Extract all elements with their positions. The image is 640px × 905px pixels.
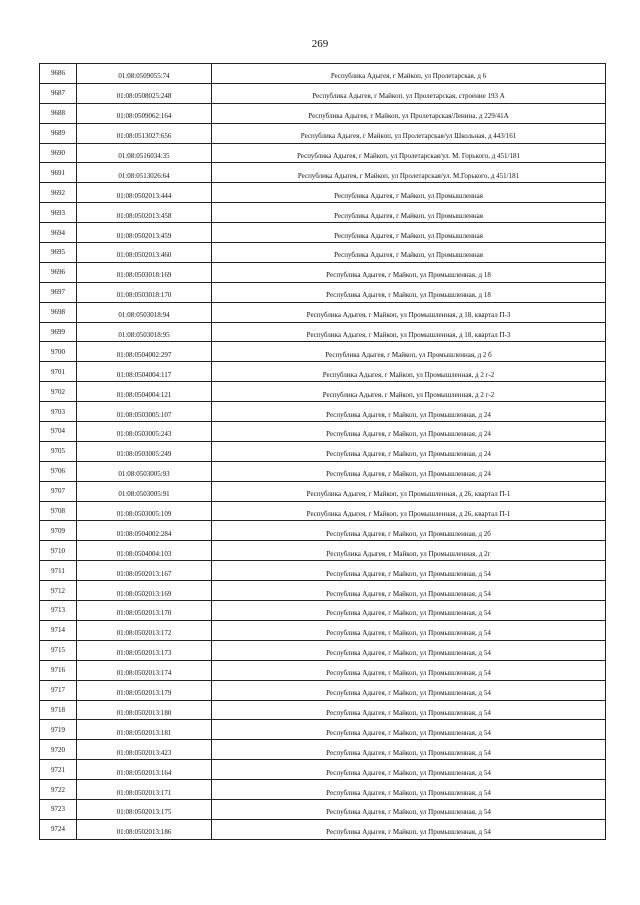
address-cell bbox=[212, 481, 606, 501]
address-text: Республика Адыгея, г Майкоп, ул Промышленная, д 2г bbox=[326, 549, 491, 558]
cadastral-number-text: 01:08:0502013:174 bbox=[116, 669, 172, 678]
cadastral-number-cell bbox=[77, 441, 212, 461]
address-text: Республика Адыгея, г Майкоп, ул Промышленная bbox=[334, 231, 483, 240]
row-number-cell bbox=[40, 282, 77, 302]
address-text: Республика Адыгея, г Майкоп, ул Промышленная, д 26, квартал П-1 bbox=[306, 490, 511, 499]
row-number-cell bbox=[40, 402, 77, 422]
row-number-text: 9714 bbox=[51, 626, 65, 635]
address-text: Республика Адыгея, г Майкоп, ул Промышленная, д 24 bbox=[326, 430, 491, 439]
table-row bbox=[40, 342, 606, 362]
row-number-text: 9689 bbox=[51, 129, 65, 138]
cadastral-number-cell bbox=[77, 581, 212, 601]
address-text: Республика Адыгея, г Майкоп, ул Промышленная, д 24 bbox=[326, 410, 491, 419]
row-number-text: 9690 bbox=[51, 149, 65, 157]
cadastral-number-cell bbox=[77, 163, 212, 183]
address-cell bbox=[212, 819, 606, 839]
table-row bbox=[40, 581, 606, 601]
address-text: Республика Адыгея, г Майкоп, ул Промышленная, д 24 bbox=[326, 470, 491, 479]
row-number-cell bbox=[40, 342, 77, 362]
row-number-text: 9717 bbox=[51, 686, 65, 695]
row-number-cell bbox=[40, 422, 77, 442]
cadastral-number-text: 01:08:0504004:121 bbox=[116, 390, 172, 399]
table-row bbox=[40, 700, 606, 720]
row-number-cell bbox=[40, 103, 77, 123]
row-number-text: 9697 bbox=[51, 288, 65, 297]
row-number-text: 9696 bbox=[51, 268, 65, 277]
row-number-cell bbox=[40, 203, 77, 223]
address-cell bbox=[212, 183, 606, 203]
table-row bbox=[40, 203, 606, 223]
cadastral-number-cell bbox=[77, 243, 212, 263]
cadastral-number-cell bbox=[77, 601, 212, 621]
address-cell bbox=[212, 262, 606, 282]
row-number-text: 9719 bbox=[51, 725, 65, 734]
address-cell bbox=[212, 640, 606, 660]
address-cell bbox=[212, 441, 606, 461]
address-text: Республика Адыгея, г Майкоп, ул Промышленная, д 54 bbox=[326, 708, 491, 717]
table-row bbox=[40, 243, 606, 263]
address-text: Республика Адыгея, г Майкоп, ул Пролетарская/ул. М.Горького, д 451/181 bbox=[297, 171, 520, 180]
row-number-cell bbox=[40, 322, 77, 342]
address-text: Республика Адыгея, г Майкоп, ул Промышленная, д 54 bbox=[326, 589, 491, 598]
cadastral-number-text: 01:08:0503005:93 bbox=[118, 470, 170, 479]
row-number-text: 9701 bbox=[51, 367, 65, 376]
table-row bbox=[40, 760, 606, 780]
cadastral-number-cell bbox=[77, 521, 212, 541]
row-number-text: 9716 bbox=[51, 666, 65, 675]
cadastral-number-text: 01:08:0502013:186 bbox=[116, 828, 172, 837]
row-number-text: 9695 bbox=[51, 248, 65, 257]
table-row bbox=[40, 819, 606, 839]
row-number-text: 9694 bbox=[51, 228, 65, 237]
address-text: Республика Адыгея, г Майкоп, ул Промышленная bbox=[334, 211, 483, 220]
cadastral-number-text: 01:08:0502013:444 bbox=[116, 191, 172, 200]
cadastral-number-cell bbox=[77, 382, 212, 402]
address-cell bbox=[212, 342, 606, 362]
table-row bbox=[40, 481, 606, 501]
address-text: Республика Адыгея, г Майкоп, ул Промышленная, д 2 г-2 bbox=[322, 370, 495, 379]
address-text: Республика Адыгея, г Майкоп, ул Пролетарская/ул. М. Горького, д 451/181 bbox=[297, 152, 520, 160]
cadastral-number-cell bbox=[77, 541, 212, 561]
row-number-text: 9724 bbox=[51, 825, 65, 834]
row-number-text: 9706 bbox=[51, 467, 65, 476]
cadastral-number-text: 01:08:0502013:170 bbox=[116, 609, 172, 618]
address-text: Республика Адыгея, г Майкоп, ул Пролетарская, д 6 bbox=[330, 72, 487, 81]
address-cell bbox=[212, 461, 606, 481]
table-row bbox=[40, 799, 606, 819]
row-number-cell bbox=[40, 183, 77, 203]
row-number-text: 9723 bbox=[51, 805, 65, 814]
row-number-cell bbox=[40, 123, 77, 143]
cadastral-number-cell bbox=[77, 720, 212, 740]
row-number-text: 9713 bbox=[51, 606, 65, 615]
table-row bbox=[40, 501, 606, 521]
address-text: Республика Адыгея, г Майкоп, ул Промышленная, д 24 bbox=[326, 450, 491, 459]
cadastral-number-cell bbox=[77, 422, 212, 442]
cadastral-number-text: 01:08:0509062:164 bbox=[116, 112, 172, 121]
address-text: Республика Адыгея, г Майкоп, ул Промышленная, д 2б bbox=[326, 529, 491, 538]
address-text: Республика Адыгея, г Майкоп, ул Промышленная bbox=[334, 251, 483, 260]
table-row bbox=[40, 143, 606, 163]
table-row bbox=[40, 402, 606, 422]
address-text: Республика Адыгея, г Майкоп, ул Промышленная, д 54 bbox=[326, 689, 491, 698]
cadastral-number-cell bbox=[77, 481, 212, 501]
address-cell bbox=[212, 501, 606, 521]
cadastral-number-text: 01:08:0509055:74 bbox=[118, 72, 170, 81]
table-row bbox=[40, 640, 606, 660]
cadastral-number-cell bbox=[77, 640, 212, 660]
address-cell bbox=[212, 581, 606, 601]
cadastral-number-text: 01:08:0502013:458 bbox=[116, 211, 172, 220]
address-text: Республика Адыгея, г Майкоп, ул Промышленная, д 18 bbox=[326, 271, 491, 280]
row-number-cell bbox=[40, 601, 77, 621]
table-row bbox=[40, 740, 606, 760]
row-number-cell bbox=[40, 441, 77, 461]
address-cell bbox=[212, 660, 606, 680]
table-row bbox=[40, 103, 606, 123]
page-number: 269 bbox=[311, 38, 329, 50]
table-row bbox=[40, 422, 606, 442]
row-number-cell bbox=[40, 819, 77, 839]
cadastral-number-cell bbox=[77, 780, 212, 800]
cadastral-number-text: 01:08:0504004:103 bbox=[116, 549, 172, 558]
address-cell bbox=[212, 680, 606, 700]
registry-table-body bbox=[40, 64, 606, 840]
row-number-text: 9709 bbox=[51, 526, 65, 535]
address-text: Республика Адыгея, г Майкоп, ул Промышленная, д 54 bbox=[326, 569, 491, 578]
cadastral-number-text: 01:08:0502013:181 bbox=[116, 728, 172, 737]
cadastral-number-text: 01:08:0504002:297 bbox=[116, 350, 172, 359]
row-number-text: 9703 bbox=[51, 407, 65, 416]
table-row bbox=[40, 382, 606, 402]
address-text: Республика Адыгея, г Майкоп, ул Промышленная, д 54 bbox=[326, 629, 491, 638]
cadastral-number-text: 01:08:0503005:107 bbox=[116, 410, 172, 419]
row-number-cell bbox=[40, 760, 77, 780]
table-row bbox=[40, 601, 606, 621]
address-text: Республика Адыгея, г Майкоп, ул Промышленная, д 18, квартал П-3 bbox=[306, 331, 511, 340]
row-number-text: 9707 bbox=[51, 487, 65, 496]
address-cell bbox=[212, 620, 606, 640]
row-number-cell bbox=[40, 660, 77, 680]
cadastral-number-text: 01:08:0502013:179 bbox=[116, 689, 172, 698]
address-text: Республика Адыгея, г Майкоп, ул Пролетарская/ул Школьная, д 443/161 bbox=[300, 132, 517, 141]
address-cell bbox=[212, 143, 606, 163]
address-text: Республика Адыгея, г Майкоп, ул Промышленная, д 2 г-2 bbox=[322, 390, 495, 399]
table-row bbox=[40, 302, 606, 322]
address-cell bbox=[212, 601, 606, 621]
row-number-cell bbox=[40, 740, 77, 760]
registry-table bbox=[39, 63, 606, 840]
row-number-cell bbox=[40, 362, 77, 382]
cadastral-number-cell bbox=[77, 223, 212, 243]
address-cell bbox=[212, 541, 606, 561]
row-number-text: 9720 bbox=[51, 745, 65, 754]
cadastral-number-text: 01:08:0513027:656 bbox=[116, 132, 172, 141]
row-number-text: 9700 bbox=[51, 347, 65, 356]
table-row bbox=[40, 780, 606, 800]
cadastral-number-text: 01:08:0502013:459 bbox=[116, 231, 172, 240]
row-number-cell bbox=[40, 64, 77, 84]
row-number-text: 9702 bbox=[51, 387, 65, 396]
cadastral-number-cell bbox=[77, 282, 212, 302]
table-row bbox=[40, 163, 606, 183]
table-row bbox=[40, 541, 606, 561]
row-number-text: 9688 bbox=[51, 109, 65, 118]
table-row bbox=[40, 282, 606, 302]
cadastral-number-cell bbox=[77, 561, 212, 581]
row-number-cell bbox=[40, 143, 77, 163]
table-row bbox=[40, 461, 606, 481]
row-number-cell bbox=[40, 481, 77, 501]
address-text: Республика Адыгея, г Майкоп, ул Промышленная, д 54 bbox=[326, 669, 491, 678]
cadastral-number-cell bbox=[77, 740, 212, 760]
address-cell bbox=[212, 561, 606, 581]
address-text: Республика Адыгея, г Майкоп, ул Промышленная, д 54 bbox=[326, 808, 491, 817]
address-text: Республика Адыгея, г Майкоп, ул Промышленная, д 54 bbox=[326, 788, 491, 797]
cadastral-number-cell bbox=[77, 143, 212, 163]
address-cell bbox=[212, 422, 606, 442]
address-cell bbox=[212, 780, 606, 800]
table-row bbox=[40, 83, 606, 103]
address-cell bbox=[212, 243, 606, 263]
table-row bbox=[40, 362, 606, 382]
row-number-cell bbox=[40, 262, 77, 282]
address-text: Республика Адыгея, г Майкоп, ул Промышленная, д 54 bbox=[326, 768, 491, 777]
row-number-cell bbox=[40, 700, 77, 720]
cadastral-number-text: 01:08:0502013:172 bbox=[116, 629, 172, 638]
address-cell bbox=[212, 103, 606, 123]
cadastral-number-cell bbox=[77, 83, 212, 103]
address-cell bbox=[212, 223, 606, 243]
cadastral-number-cell bbox=[77, 342, 212, 362]
row-number-text: 9693 bbox=[51, 208, 65, 217]
table-row bbox=[40, 521, 606, 541]
cadastral-number-cell bbox=[77, 700, 212, 720]
cadastral-number-cell bbox=[77, 362, 212, 382]
row-number-text: 9718 bbox=[51, 705, 65, 714]
address-text: Республика Адыгея, г Майкоп, ул Промышленная, д 54 bbox=[326, 748, 491, 757]
address-cell bbox=[212, 64, 606, 84]
address-text: Республика Адыгея, г Майкоп, ул Промышленная, д 18 bbox=[326, 291, 491, 300]
address-cell bbox=[212, 760, 606, 780]
row-number-text: 9705 bbox=[51, 447, 65, 456]
address-cell bbox=[212, 382, 606, 402]
cadastral-number-text: 01:08:0503005:91 bbox=[118, 490, 170, 499]
address-cell bbox=[212, 362, 606, 382]
row-number-cell bbox=[40, 382, 77, 402]
cadastral-number-cell bbox=[77, 660, 212, 680]
row-number-text: 9721 bbox=[51, 765, 65, 774]
cadastral-number-cell bbox=[77, 302, 212, 322]
cadastral-number-cell bbox=[77, 203, 212, 223]
cadastral-number-text: 01:08:0513026:64 bbox=[118, 171, 170, 180]
address-text: Республика Адыгея, г Майкоп, ул Промышленная, д 2 б bbox=[325, 350, 492, 359]
row-number-text: 9686 bbox=[51, 69, 65, 78]
cadastral-number-cell bbox=[77, 103, 212, 123]
table-row bbox=[40, 720, 606, 740]
cadastral-number-text: 01:08:0502013:460 bbox=[116, 251, 172, 260]
cadastral-number-text: 01:08:0503005:109 bbox=[116, 510, 172, 519]
cadastral-number-cell bbox=[77, 760, 212, 780]
cadastral-number-cell bbox=[77, 819, 212, 839]
cadastral-number-text: 01:08:0502013:171 bbox=[116, 788, 172, 797]
cadastral-number-text: 01:08:0502013:167 bbox=[116, 569, 172, 578]
row-number-cell bbox=[40, 720, 77, 740]
table-row bbox=[40, 123, 606, 143]
row-number-cell bbox=[40, 640, 77, 660]
cadastral-number-text: 01:08:0502013:173 bbox=[116, 649, 172, 658]
row-number-text: 9712 bbox=[51, 586, 65, 595]
row-number-cell bbox=[40, 223, 77, 243]
row-number-cell bbox=[40, 620, 77, 640]
address-cell bbox=[212, 402, 606, 422]
table-row bbox=[40, 620, 606, 640]
cadastral-number-text: 01:08:0516034:35 bbox=[118, 152, 170, 160]
row-number-text: 9699 bbox=[51, 328, 65, 337]
row-number-text: 9692 bbox=[51, 188, 65, 197]
address-cell bbox=[212, 521, 606, 541]
address-cell bbox=[212, 163, 606, 183]
cadastral-number-cell bbox=[77, 461, 212, 481]
row-number-cell bbox=[40, 302, 77, 322]
row-number-cell bbox=[40, 541, 77, 561]
cadastral-number-text: 01:08:0503018:94 bbox=[118, 311, 170, 320]
address-cell bbox=[212, 123, 606, 143]
cadastral-number-cell bbox=[77, 262, 212, 282]
table-row bbox=[40, 262, 606, 282]
address-cell bbox=[212, 799, 606, 819]
row-number-text: 9722 bbox=[51, 785, 65, 794]
table-row bbox=[40, 441, 606, 461]
address-cell bbox=[212, 720, 606, 740]
table-row bbox=[40, 680, 606, 700]
address-text: Республика Адыгея, г Майкоп, ул Пролетарская/Ленина, д 229/41А bbox=[308, 112, 509, 121]
address-cell bbox=[212, 282, 606, 302]
address-cell bbox=[212, 700, 606, 720]
cadastral-number-text: 01:08:0503005:243 bbox=[116, 430, 172, 439]
row-number-cell bbox=[40, 561, 77, 581]
cadastral-number-cell bbox=[77, 402, 212, 422]
address-cell bbox=[212, 83, 606, 103]
address-text: Республика Адыгея, г Майкоп, ул Промышленная, д 54 bbox=[326, 609, 491, 618]
cadastral-number-cell bbox=[77, 183, 212, 203]
row-number-text: 9698 bbox=[51, 308, 65, 317]
cadastral-number-text: 01:08:0504004:117 bbox=[116, 370, 172, 379]
row-number-cell bbox=[40, 521, 77, 541]
row-number-cell bbox=[40, 83, 77, 103]
cadastral-number-text: 01:08:0502013:175 bbox=[116, 808, 172, 817]
table-row bbox=[40, 660, 606, 680]
cadastral-number-text: 01:08:0504002:284 bbox=[116, 529, 172, 538]
row-number-text: 9711 bbox=[51, 566, 65, 575]
table-row bbox=[40, 223, 606, 243]
cadastral-number-cell bbox=[77, 501, 212, 521]
cadastral-number-text: 01:08:0502013:423 bbox=[116, 748, 172, 757]
cadastral-number-text: 01:08:0503005:249 bbox=[116, 450, 172, 459]
cadastral-number-text: 01:08:0508025:248 bbox=[116, 92, 172, 101]
cadastral-number-text: 01:08:0502013:169 bbox=[116, 589, 172, 598]
address-text: Республика Адыгея, г Майкоп, ул Промышленная bbox=[334, 191, 483, 200]
table-row bbox=[40, 183, 606, 203]
address-text: Республика Адыгея, г Майкоп, ул Промышленная, д 54 bbox=[326, 828, 491, 837]
row-number-cell bbox=[40, 501, 77, 521]
row-number-cell bbox=[40, 243, 77, 263]
row-number-text: 9687 bbox=[51, 89, 65, 98]
table-row bbox=[40, 322, 606, 342]
cadastral-number-text: 01:08:0503018:169 bbox=[116, 271, 172, 280]
table-row bbox=[40, 64, 606, 84]
row-number-cell bbox=[40, 461, 77, 481]
address-cell bbox=[212, 740, 606, 760]
row-number-cell bbox=[40, 780, 77, 800]
row-number-cell bbox=[40, 581, 77, 601]
cadastral-number-text: 01:08:0503018:170 bbox=[116, 291, 172, 300]
address-cell bbox=[212, 302, 606, 322]
row-number-text: 9708 bbox=[51, 507, 65, 516]
cadastral-number-cell bbox=[77, 64, 212, 84]
row-number-cell bbox=[40, 163, 77, 183]
row-number-cell bbox=[40, 799, 77, 819]
cadastral-number-cell bbox=[77, 620, 212, 640]
cadastral-number-cell bbox=[77, 680, 212, 700]
row-number-text: 9710 bbox=[51, 546, 65, 555]
row-number-text: 9704 bbox=[51, 427, 65, 436]
row-number-cell bbox=[40, 680, 77, 700]
cadastral-number-cell bbox=[77, 322, 212, 342]
address-cell bbox=[212, 322, 606, 342]
address-text: Республика Адыгея, г Майкоп, ул Пролетарская, строение 193 А bbox=[312, 92, 505, 101]
address-text: Республика Адыгея, г Майкоп, ул Промышленная, д 54 bbox=[326, 649, 491, 658]
table-row bbox=[40, 561, 606, 581]
address-text: Республика Адыгея, г Майкоп, ул Промышленная, д 54 bbox=[326, 728, 491, 737]
row-number-text: 9691 bbox=[51, 168, 65, 177]
cadastral-number-cell bbox=[77, 123, 212, 143]
cadastral-number-text: 01:08:0502013:164 bbox=[116, 768, 172, 777]
address-text: Республика Адыгея, г Майкоп, ул Промышленная, д 18, квартал П-3 bbox=[306, 311, 511, 320]
cadastral-number-text: 01:08:0502013:180 bbox=[116, 708, 172, 717]
address-text: Республика Адыгея, г Майкоп, ул Промышленная, д 26, квартал П-1 bbox=[306, 510, 511, 519]
cadastral-number-cell bbox=[77, 799, 212, 819]
address-cell bbox=[212, 203, 606, 223]
row-number-text: 9715 bbox=[51, 646, 65, 655]
cadastral-number-text: 01:08:0503018:95 bbox=[118, 331, 170, 340]
